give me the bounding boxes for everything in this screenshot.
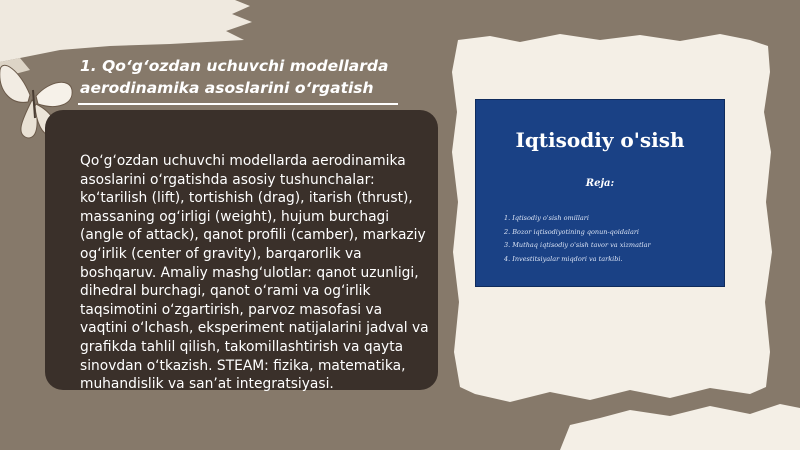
thumbnail-list-item: 3. Muthaq iqtisodiy o'sish tavor va xizmatlar [504, 241, 651, 249]
title-underline [78, 103, 398, 105]
slide-title: 1. Qo‘g‘ozdan uchuvchi modellarda aerodinamika asoslarini o‘rgatish [80, 57, 389, 97]
torn-paper-bottom-right [560, 400, 800, 450]
thumbnail-list-item: 4. Investitsiyalar miqdori va tarkibi. [504, 254, 623, 263]
thumbnail-list [504, 212, 651, 266]
thumbnail-list-item: 1. Iqtisodiy o'sish omillari [504, 214, 589, 222]
thumbnail-title: Iqtisodiy o'sish [515, 128, 685, 152]
thumbnail-list-item: 2. Bozor iqtisodiyotining qonun-qoidalari [504, 227, 640, 236]
slide-thumbnail [475, 99, 725, 287]
thumbnail-subtitle: Reja: [585, 178, 615, 189]
slide-body-text: Qo‘g‘ozdan uchuvchi modellarda aerodinamika asoslarini o‘rgatishda asosiy tushunchalar: ko‘tarilish (lift), tortishish (drag), itarish (thrust), massaning og‘irligi (weight), hujum burchagi (angle of attack), qanot profili (camber), markaziy og‘irlik (center of gravity), barqarorlik va boshqaruv. Amaliy mashg‘ulotlar: qanot uzunligi, dihedral burchagi, qanot o‘rami va og‘irlik taqsimotini o‘zgartirish, parvoz masofasi va vaqtini o‘lchash, eksperiment natijalarini jadval va grafikda tahlil qilish, takomillashtirish va qayta sinovdan o‘tkazish. STEAM: fizika, matematika, muhandislik va san’at integratsiyasi. [80, 153, 429, 393]
